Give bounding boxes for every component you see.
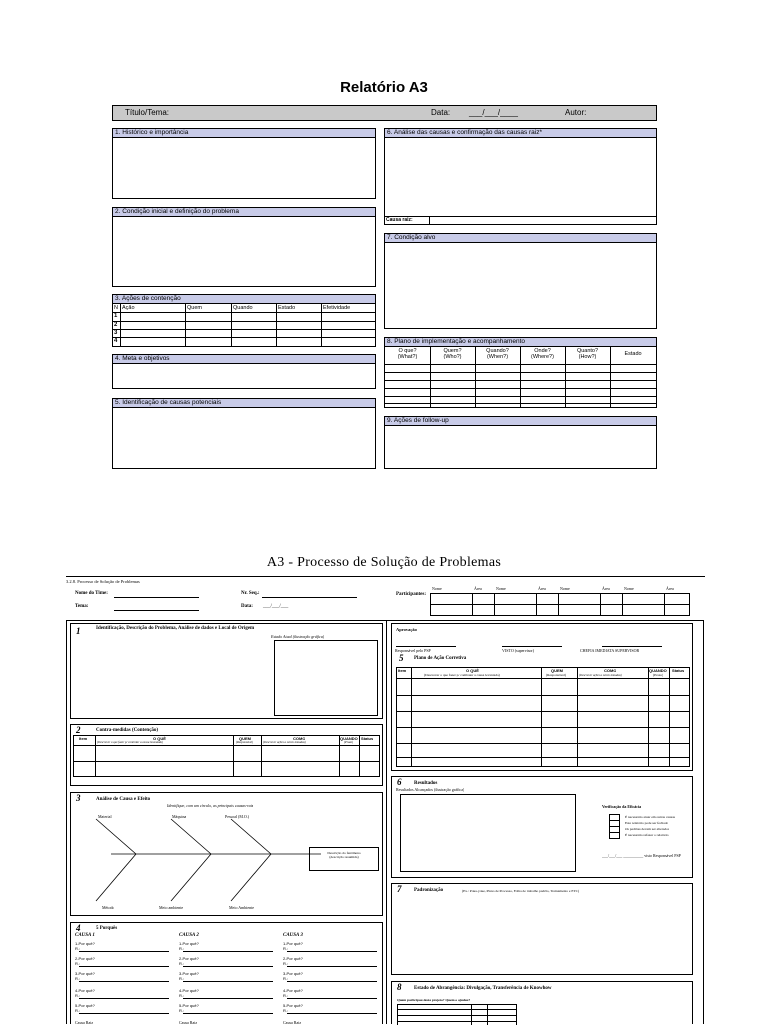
part-head: Área [474,586,482,591]
col-efetividade: Efetividade [323,305,351,311]
section-8-table [385,347,656,407]
sec1-state-label: Estado Atual (ilustração gráfica) [271,634,325,639]
sec7-title: Padronização [414,888,444,893]
effect-line-1: Descrição do fenômeno [327,851,361,855]
date-value[interactable]: ___/___/____ [469,108,518,117]
section-2-box[interactable] [112,207,376,287]
sec4-title: 5 Porquês [96,926,118,931]
sub-como: (Descrever ações a serem tomadas) [263,740,306,744]
answer: R.: [283,946,289,951]
col-how: Quanto? [576,348,599,354]
root-cause-label: Causa raiz: [386,217,413,223]
theme-label: Tema: [75,604,89,609]
bone-maquina: Máquina [172,814,187,819]
sec6-sub: Resultados Alcançados (ilustração gráfica) [396,787,465,792]
section-7-title: 7. Condição alvo [385,234,656,243]
col-what-en: (What?) [397,354,418,360]
sec2-table [73,735,380,784]
col-how-en: (How?) [578,354,597,360]
sec5-number: 5 [399,653,404,663]
answer: R.: [75,993,81,998]
sub-quando: (Prazo) [344,740,354,744]
sub-quem: (Responsável) [546,673,567,677]
part-head: Área [538,586,546,591]
col-estado: Estado [278,305,296,311]
p2-section-1 [70,623,383,719]
part-head: Área [666,586,674,591]
answer: R.: [179,976,185,981]
p2-col-divider [386,620,387,1024]
author-label: Autor: [565,108,587,117]
why-column-2 [179,933,275,1025]
why-4: 4-Por quê? [179,988,199,993]
results-chart-box[interactable] [400,794,576,872]
theme-field[interactable] [114,610,199,611]
a3-header-bar [112,105,657,121]
col-where: Onde? [534,348,551,354]
why-2: 2-Por quê? [179,956,199,961]
sec8-title: Estado de Abrangência: Divulgação, Transferência de Knowhow [414,986,552,991]
row-num: 2 [114,322,118,328]
col-quem: Quem [187,305,202,311]
col-who: Quem? [443,348,462,354]
participants-table [430,586,690,617]
role-visto: VISTO (supervisor) [502,648,535,653]
p2-section-2 [70,724,383,786]
answer: R.: [179,1008,185,1013]
part-head: Nome [624,586,634,591]
sec1-number: 1 [76,626,81,636]
approval-title: Aprovação [396,627,417,632]
col-where-en: (Where?) [531,354,554,360]
section-2-title: 2. Condição inicial e definição do problema [113,208,375,217]
why-4: 4-Por quê? [283,988,303,993]
section-1-title: 1. Histórico e importância [113,129,375,138]
col-acao: Ação [122,305,135,311]
col-status: Status [672,668,685,673]
effect-box[interactable] [309,847,379,871]
sec5-table [396,667,690,767]
p2-section-8 [391,981,693,1024]
sec3-number: 3 [76,793,81,803]
section-7-box[interactable] [384,233,657,329]
bone-pessoal: Pessoal (M.O.) [225,814,250,819]
p2-section-3 [70,792,383,916]
p2-section-7[interactable] [391,883,693,975]
p2-section-4 [70,922,383,1024]
col-n: N [114,305,118,311]
sec3-hint: Identifique, com um círculo, as principais causas-raiz [167,803,254,808]
col-quando: Quando [233,305,253,311]
date-label: Data: [431,108,451,117]
theme-label: Título/Tema: [125,108,170,117]
role-psp: Responsável pelo PSP [395,648,431,653]
sub-oque: (Descrever o que fazer p/ controlar a causa levantada) [97,740,163,744]
sec7-sub: (Ex.: Poka-yoke, Plano de Processo, Folha de trabalho padrão, Treinamento e ETC) [462,889,580,893]
p2-section-6 [391,776,693,878]
answer: R.: [283,993,289,998]
sec7-number: 7 [397,884,402,894]
sec2-title: Contra-medidas (Contenção) [96,728,159,733]
section-8-title: 8. Plano de implementação e acompanhamento [385,338,656,347]
why-4: 4-Por quê? [75,988,95,993]
col-oque: O QUÊ [153,736,166,741]
bone-meio-ambiente-2: Meio Ambiente [229,905,254,910]
check-label: Os padrões devem ser alterados [625,827,670,831]
team-label: Nome do Time: [75,591,108,596]
sec5-title: Plano de Ação Corretiva [414,656,467,661]
answer: R.: [75,976,81,981]
check-label: É necessário atuar em outras causas [625,815,676,819]
role-chefia: CHEFIA IMEDIATA SUPERVISOR [580,648,640,653]
answer: R.: [283,961,289,966]
answer: R.: [283,1008,289,1013]
section-3-table [113,304,375,346]
section-4-title: 4. Meta e objetivos [113,355,375,364]
seq-field[interactable] [262,597,357,598]
bone-metodo: Método [102,905,115,910]
answer: R.: [179,961,185,966]
col-quando: QUANDO [649,668,667,673]
a3-title: Relatório A3 [340,79,428,96]
col-when-en: (When?) [486,354,509,360]
section-3-title: 3. Ações de contenção [113,295,375,304]
cause-title: CAUSA 3 [283,933,303,938]
col-status: Status [361,736,374,741]
col-item: Item [79,736,88,741]
section-8-box [384,337,657,408]
sec8-table [397,1004,517,1025]
section-6-box[interactable] [384,128,657,225]
answer: R.: [179,946,185,951]
col-quem: QUEM [551,668,563,673]
sec4-number: 4 [76,923,81,933]
section-3-box [112,294,376,347]
answer: R.: [75,961,81,966]
why-3: 3-Por quê? [75,971,95,976]
col-who-en: (Who?) [443,354,462,360]
sub-oque: (Descrever o que fazer p/ combater a causa levantada) [424,673,500,677]
root-cause: Causa Raiz [75,1020,94,1025]
section-9-title: 9. Ações de follow-up [385,417,656,426]
bone-material: Material [98,814,112,819]
row-num: 1 [114,313,118,319]
col-como: COMO [604,668,617,673]
sec6-number: 6 [397,777,402,787]
sec2-number: 2 [76,725,81,735]
section-5-box[interactable] [112,398,376,469]
why-3: 3-Por quê? [179,971,199,976]
why-5: 5-Por quê? [75,1003,95,1008]
part-head: Nome [432,586,442,591]
p2-title: A3 - Processo de Solução de Problemas [266,555,502,570]
verify-title: Verificação da Eficácia [602,804,642,809]
col-estado: Estado [624,351,642,357]
col-what: O que? [398,348,417,354]
cause-title: CAUSA 2 [179,933,199,938]
row-num: 4 [114,338,118,344]
p2-title-rule [66,576,705,577]
effect-line-2: (descrição resumida) [329,855,359,859]
date-value[interactable]: ___/___/___ [263,604,289,609]
why-1: 1-Por quê? [283,941,303,946]
answer: R.: [283,976,289,981]
section-5-title: 5. Identificação de causas potenciais [113,399,375,408]
check-label: É necessário refazer o relatório [625,833,669,837]
verify-checkboxes [609,814,694,844]
section-4-box[interactable] [112,354,376,389]
team-field[interactable] [114,597,199,598]
seq-label: Nr. Seq.: [241,591,260,596]
answer: R.: [75,946,81,951]
sec6-title: Resultados [414,781,438,786]
part-head: Nome [560,586,570,591]
why-5: 5-Por quê? [179,1003,199,1008]
part-head: Área [602,586,610,591]
why-3: 3-Por quê? [283,971,303,976]
root-cause: Causa Raiz [179,1020,198,1025]
part-head: Nome [496,586,506,591]
cause-title: CAUSA 1 [75,933,95,938]
p2-ref: 3.2.8. Processo de Solução de Problemas [66,579,140,584]
sub-como: (Descrever ações a serem tomadas) [579,673,622,677]
col-quando: QUANDO [340,736,358,741]
section-1-box[interactable] [112,128,376,199]
sec8-number: 8 [397,982,402,992]
root-cause: Causa Raiz [283,1020,302,1025]
why-2: 2-Por quê? [283,956,303,961]
why-2: 2-Por quê? [75,956,95,961]
sec1-title: Identificação, Descrição do Problema, Análise de dados e Local de Origem [96,626,255,631]
why-column-1 [75,933,171,1025]
check-label: Este relatório pode ser fechado [625,821,669,825]
sub-quando: (Prazo) [653,673,664,677]
row-num: 3 [114,330,118,336]
col-item: Item [398,668,407,673]
col-como: COMO [293,736,306,741]
answer: R.: [75,1008,81,1013]
col-quem: QUEM [239,736,251,741]
visto-line: ___/___/___ __________ visto Responsável PSP [602,853,681,858]
section-9-box[interactable] [384,416,657,469]
col-when: Quando? [486,348,509,354]
why-column-3 [283,933,379,1025]
sec1-state-box[interactable] [274,640,378,716]
date-label: Data: [241,604,253,609]
why-1: 1-Por quê? [75,941,95,946]
participants-label: Participantes: [396,592,426,597]
why-5: 5-Por quê? [283,1003,303,1008]
bone-meio-ambiente: Meio ambiente [159,905,184,910]
answer: R.: [179,993,185,998]
col-oque: O QUÊ [466,668,479,673]
sub-quem: (Responsável) [236,740,253,744]
checkbox[interactable] [609,832,620,839]
sec3-title: Análise de Causa e Efeito [96,797,151,802]
sec8-sub: Quem participou deste projeto? Quem o ajudou? [397,998,471,1002]
p2-approval-and-5 [391,623,693,771]
why-1: 1-Por quê? [179,941,199,946]
section-6-title: 6. Análise das causas e confirmação das causas raiz* [385,129,656,138]
